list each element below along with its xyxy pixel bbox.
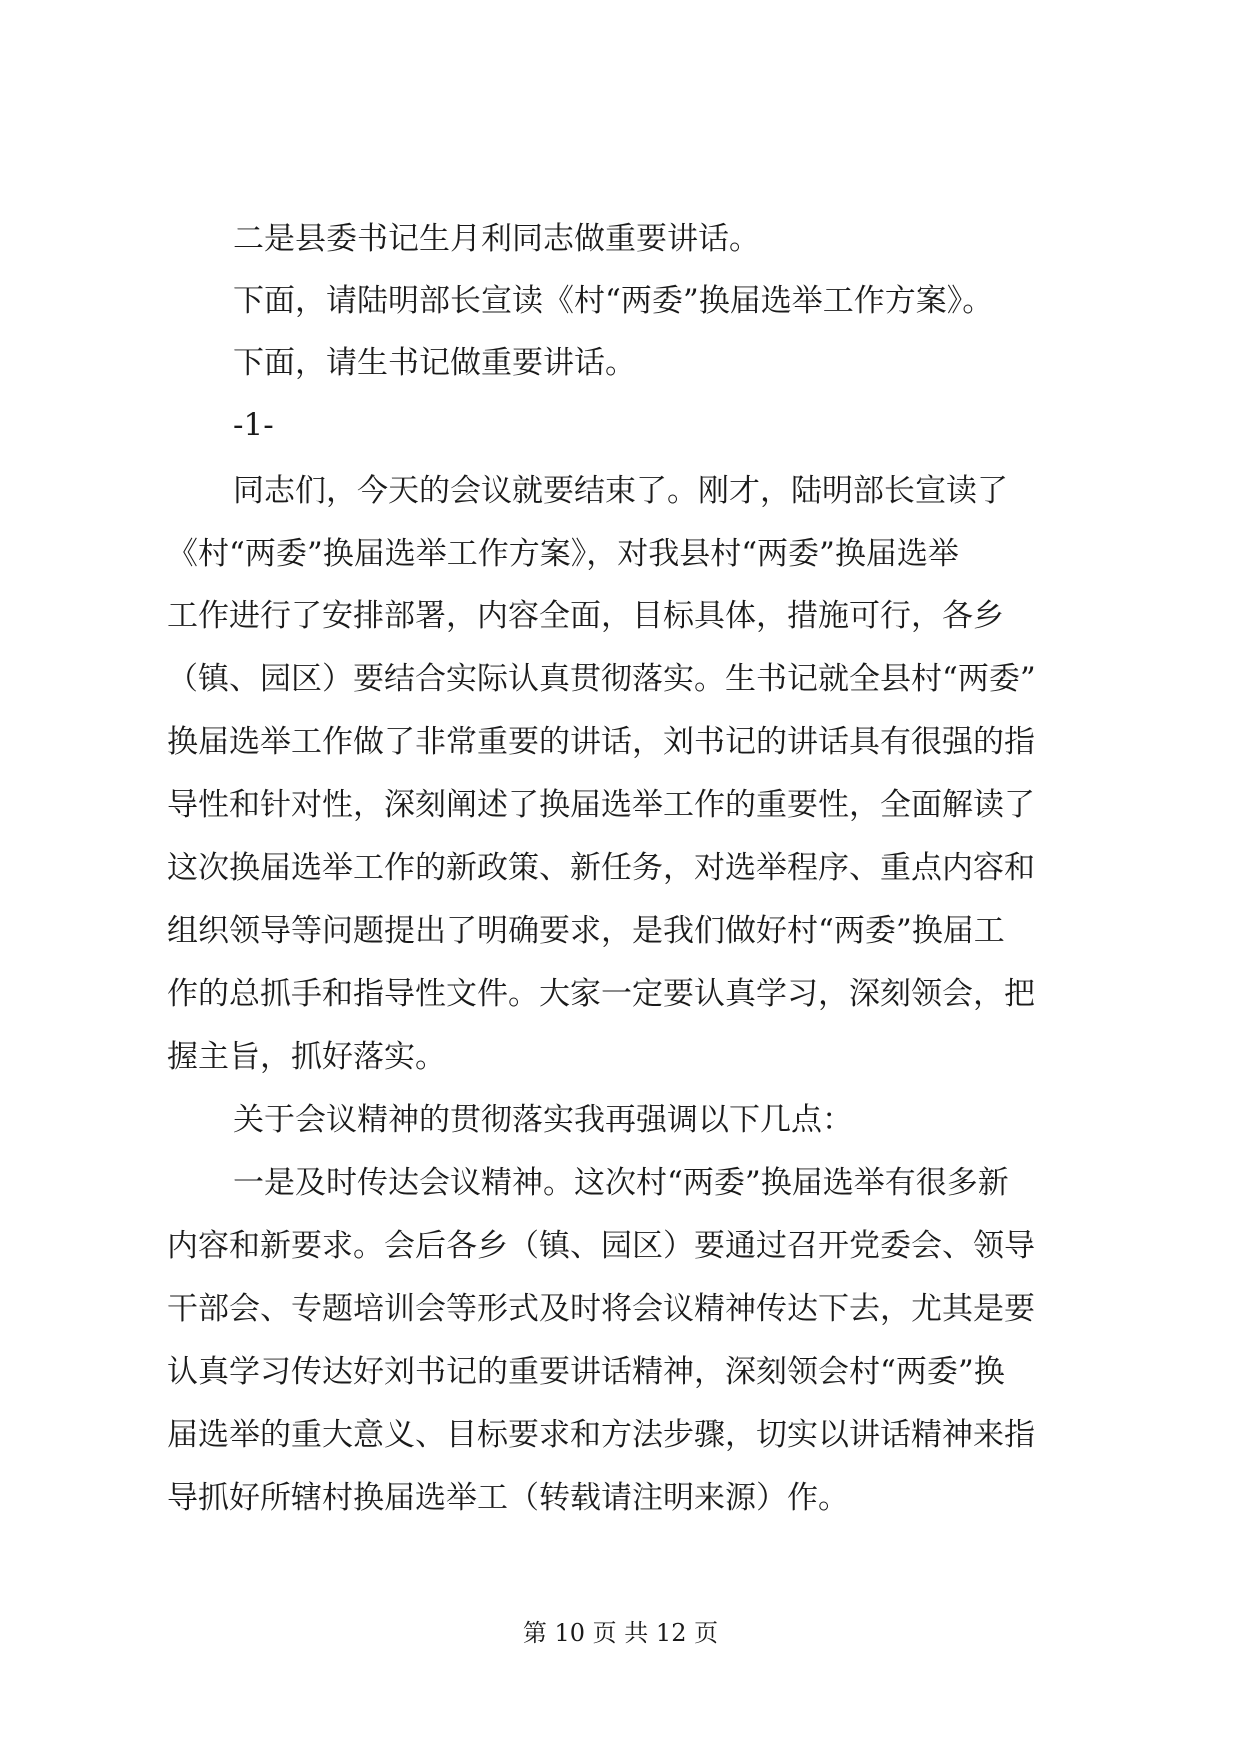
- paragraph-line: 工作进行了安排部署，内容全面，目标具体，措施可行，各乡: [167, 598, 1004, 634]
- page-marker: -1-: [233, 407, 274, 443]
- paragraph-line: 导性和针对性，深刻阐述了换届选举工作的重要性，全面解读了: [167, 787, 1035, 823]
- paragraph-line: 内容和新要求。会后各乡（镇、园区）要通过召开党委会、领导: [167, 1228, 1035, 1264]
- paragraph-line: 握主旨，抓好落实。: [167, 1039, 446, 1075]
- paragraph-line: 组织领导等问题提出了明确要求，是我们做好村“两委”换届工: [167, 913, 1005, 949]
- paragraph-line: 下面，请生书记做重要讲话。: [233, 345, 636, 381]
- paragraph-line: 同志们，今天的会议就要结束了。刚才，陆明部长宣读了: [233, 473, 1008, 509]
- paragraph-line: 干部会、专题培训会等形式及时将会议精神传达下去，尤其是要: [167, 1291, 1035, 1327]
- paragraph-line: 一是及时传达会议精神。这次村“两委”换届选举有很多新: [233, 1165, 1009, 1201]
- page-number-footer: 第 10 页 共 12 页: [522, 1619, 719, 1647]
- paragraph-line: （镇、园区）要结合实际认真贯彻落实。生书记就全县村“两委”: [167, 661, 1036, 697]
- paragraph-line: 届选举的重大意义、目标要求和方法步骤，切实以讲话精神来指: [167, 1417, 1035, 1453]
- paragraph-line: 《村“两委”换届选举工作方案》，对我县村“两委”换届选举: [167, 536, 959, 572]
- paragraph-line: 作的总抓手和指导性文件。大家一定要认真学习，深刻领会，把: [167, 976, 1035, 1012]
- paragraph-line: 导抓好所辖村换届选举工（转载请注明来源）作。: [167, 1480, 849, 1516]
- paragraph-line: 下面，请陆明部长宣读《村“两委”换届选举工作方案》。: [233, 283, 994, 319]
- paragraph-line: 换届选举工作做了非常重要的讲话，刘书记的讲话具有很强的指: [167, 724, 1035, 760]
- paragraph-line: 二是县委书记生月利同志做重要讲话。: [233, 221, 760, 257]
- paragraph-line: 关于会议精神的贯彻落实我再强调以下几点：: [233, 1102, 853, 1138]
- paragraph-line: 这次换届选举工作的新政策、新任务，对选举程序、重点内容和: [167, 850, 1035, 886]
- paragraph-line: 认真学习传达好刘书记的重要讲话精神，深刻领会村“两委”换: [167, 1354, 1005, 1390]
